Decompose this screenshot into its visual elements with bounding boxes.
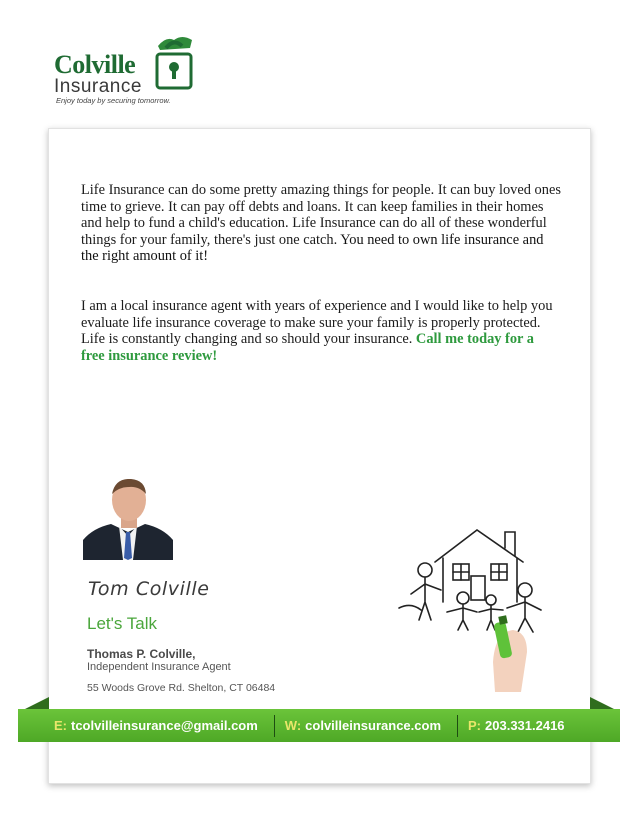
web-contact[interactable] [285, 718, 441, 733]
agent-paragraph [81, 298, 561, 364]
agent-text: I am a local insurance agent with years of experience and I would like to help you evaluate life insurance coverage to make sure your family is properly protected. Life is constantly changing and so should your insurance. [81, 298, 553, 348]
intro-emphasis: You need to own life insurance and the right amount of it! [81, 231, 544, 265]
contact-banner [18, 709, 620, 742]
phone-contact[interactable] [468, 718, 565, 733]
banner-fold-left [25, 697, 49, 709]
lets-talk-heading: Let's Talk [87, 614, 158, 633]
email-contact[interactable] [54, 718, 258, 733]
phone-label: P: [468, 718, 482, 733]
banner-fold-right [590, 697, 614, 709]
banner-divider [457, 715, 458, 737]
agent-address: 55 Woods Grove Rd. Shelton, CT 06484 [87, 682, 276, 694]
email-link[interactable]: tcolvilleinsurance@gmail.com [71, 718, 258, 733]
agent-photo [83, 470, 173, 560]
call-to-action: Call me today for a free insurance review! [81, 331, 534, 364]
logo-brand-text: Colville [54, 50, 136, 79]
intro-text: Life Insurance can do some pretty amazing things for people. It can buy loved ones time to grieve. It can pay off debts and loans. It can keep families in their homes and help to fund a child's education. Life Insurance can do all of these wonderful things for your family, there's just one catch. [81, 182, 561, 248]
company-logo [52, 34, 212, 108]
signature-script-name: Tom Colville [88, 578, 210, 600]
family-house-illustration [395, 512, 555, 692]
website-link[interactable]: colvilleinsurance.com [305, 718, 442, 733]
intro-paragraph [81, 182, 561, 265]
agent-full-name: Thomas P. Colville, [87, 647, 196, 661]
email-label: E: [54, 718, 67, 733]
phone-link[interactable]: 203.331.2416 [485, 718, 565, 733]
logo-tagline: Enjoy today by securing tomorrow. [56, 96, 171, 105]
web-label: W: [284, 718, 302, 733]
banner-divider [274, 715, 275, 737]
agent-title: Independent Insurance Agent [87, 661, 231, 673]
logo-sub-text: Insurance [54, 76, 142, 97]
lock-icon [152, 34, 198, 96]
